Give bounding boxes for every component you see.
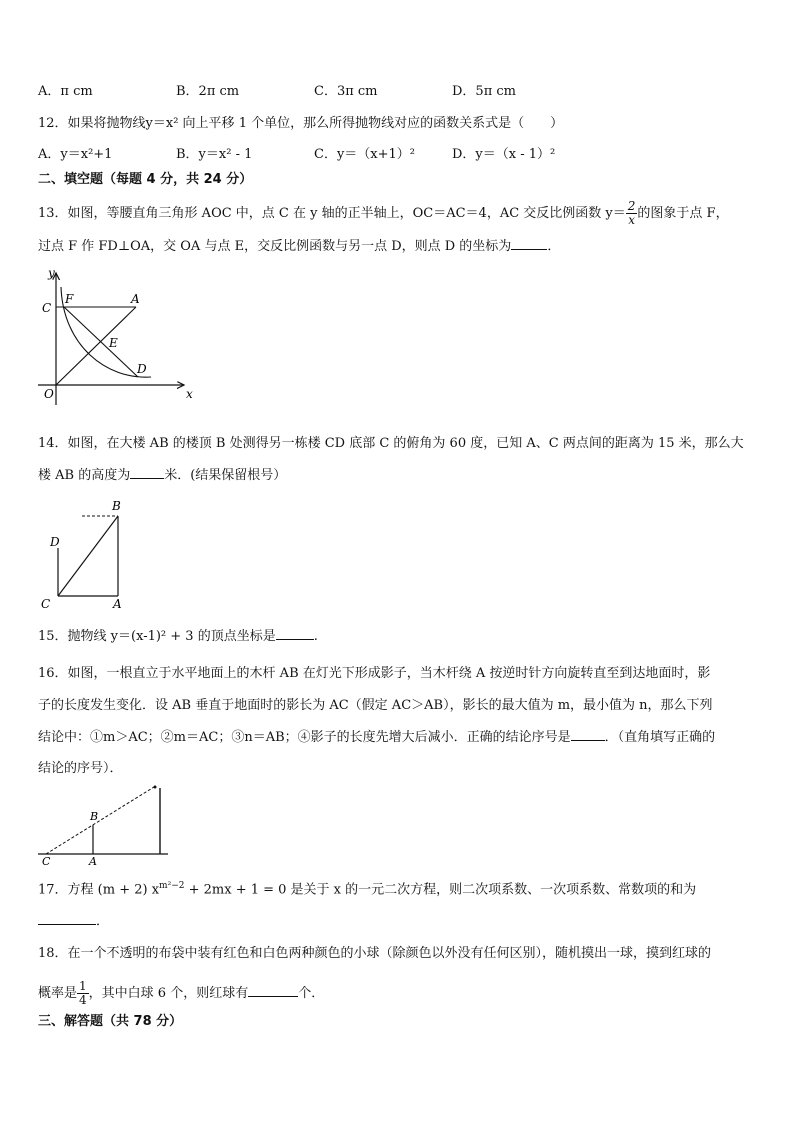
q13-segment-oa <box>56 307 136 385</box>
q13-frac-num: 2 <box>627 199 636 213</box>
q15-text-a: 15．抛物线 y＝(x-1)² + 3 的顶点坐标是 <box>38 629 276 644</box>
q13-label-a: A <box>131 292 140 306</box>
q14-text-a: 楼 AB 的高度为 <box>38 468 131 483</box>
q12-option-b: B．y＝x² - 1 <box>176 147 253 162</box>
q14-line1: 14．如图，在大楼 AB 的楼顶 B 处测得另一栋楼 CD 底部 C 的俯角为 60 度，已知 A、C 两点间的距离为 15 米，那么大 <box>38 436 744 451</box>
q13-label-y: y <box>48 266 55 280</box>
q14-line2 <box>38 466 286 486</box>
q11-option-a: A．π cm <box>38 84 93 99</box>
q13-fraction <box>626 200 638 227</box>
q12-option-d: D．y＝（x - 1）² <box>452 147 556 162</box>
q14-label-a: A <box>113 597 122 611</box>
q14-sightline-bc <box>58 516 118 596</box>
q13-text-b: 的图象于点 F， <box>637 206 729 221</box>
q13-figure <box>36 265 196 405</box>
q14-text-b: 米．(结果保留根号） <box>164 468 287 483</box>
q16-label-a: A <box>89 855 97 866</box>
q17-text-b: + 2mx + 1 = 0 是关于 x 的一元二次方程，则二次项系数、一次项系数、常数项的和为 <box>184 882 697 898</box>
q17-answer-blank[interactable] <box>38 912 96 925</box>
q18-fraction <box>77 980 89 1007</box>
q15-line <box>38 627 318 647</box>
q16-light-ray <box>46 787 154 854</box>
q13-line1 <box>38 200 729 227</box>
q14-label-c: C <box>41 597 51 611</box>
q15-answer-blank[interactable] <box>276 627 314 640</box>
q11-option-d: D．5π cm <box>452 84 516 99</box>
q17-exponent: m²−2 <box>159 881 185 891</box>
q16-line3 <box>38 728 715 748</box>
q13-answer-blank[interactable] <box>511 237 547 250</box>
q11-option-b: B．2π cm <box>176 84 240 99</box>
section-heading-solve: 三、解答题（共 78 分） <box>38 1014 183 1029</box>
q16-figure <box>36 782 172 866</box>
q16-text-a: 结论中：①m＞AC；②m＝AC；③n＝AB；④影子的长度先增大后减小．正确的结论序号是 <box>38 730 571 745</box>
q12-text: 12．如果将抛物线y＝x² 向上平移 1 个单位，那么所得抛物线对应的函数关系式是（ ） <box>38 116 564 131</box>
q18-line2 <box>38 980 324 1007</box>
q12-option-a: A．y＝x²+1 <box>38 147 113 162</box>
q16-label-b: B <box>90 810 99 823</box>
q14-figure <box>36 496 146 616</box>
q18-text-b: ，其中白球 6 个，则红球有 <box>88 986 249 1001</box>
q14-label-d: D <box>50 535 60 549</box>
q13-label-e: E <box>109 336 118 350</box>
q13-label-d: D <box>137 362 147 376</box>
q12-option-c: C．y＝（x+1）² <box>314 147 415 162</box>
q14-answer-blank[interactable] <box>130 466 164 479</box>
q18-text-c: 个． <box>298 986 325 1001</box>
q17-line1 <box>38 876 696 900</box>
q16-text-b: ．（直角填写正确的 <box>604 730 716 745</box>
q13-label-c: C <box>42 301 52 315</box>
q11-option-c: C．3π cm <box>314 84 378 99</box>
q17-line2 <box>38 912 109 932</box>
q17-end: ． <box>96 914 110 929</box>
q17-text-a: 17．方程 (m + 2) x <box>38 882 160 898</box>
q18-answer-blank[interactable] <box>248 984 298 997</box>
q15-text-b: . <box>313 629 318 644</box>
q16-label-c: C <box>42 855 51 866</box>
q13-label-o: O <box>44 387 54 401</box>
q18-frac-den: 4 <box>79 993 87 1007</box>
q13-frac-den: x <box>628 213 635 227</box>
q18-frac-num: 1 <box>79 979 87 993</box>
q13-line2 <box>38 237 560 257</box>
q13-text-a: 13．如图，等腰直角三角形 AOC 中，点 C 在 y 轴的正半轴上，OC＝AC＝4，AC 交反比例函数 y＝ <box>38 206 626 221</box>
q18-text-a: 概率是 <box>38 986 78 1001</box>
q13-label-f: F <box>65 292 74 306</box>
q16-line1: 16．如图，一根直立于水平地面上的木杆 AB 在灯光下形成影子，当木杆绕 A 按逆时针方向旋转直至到达地面时，影 <box>38 666 711 681</box>
q18-line1: 18．在一个不透明的布袋中装有红色和白色两种颜色的小球（除颜色以外没有任何区别），随机摸出一球，摸到红球的 <box>38 946 712 961</box>
q16-lamp <box>154 786 157 789</box>
section-heading-fill-blank: 二、填空题（每题 4 分，共 24 分） <box>38 172 253 187</box>
q13-text-d: ． <box>547 239 561 254</box>
q16-line2: 子的长度发生变化．设 AB 垂直于地面时的影长为 AC（假定 AC＞AB），影长的最大值为 m，最小值为 n，那么下列 <box>38 698 713 713</box>
q16-line4: 结论的序号）． <box>38 761 123 776</box>
q16-answer-blank[interactable] <box>571 728 605 741</box>
q14-label-b: B <box>112 499 121 513</box>
q13-label-x: x <box>186 387 193 401</box>
q13-text-c: 过点 F 作 FD⊥OA，交 OA 与点 E，交反比例函数与另一点 D，则点 D 的坐标为 <box>38 239 512 254</box>
